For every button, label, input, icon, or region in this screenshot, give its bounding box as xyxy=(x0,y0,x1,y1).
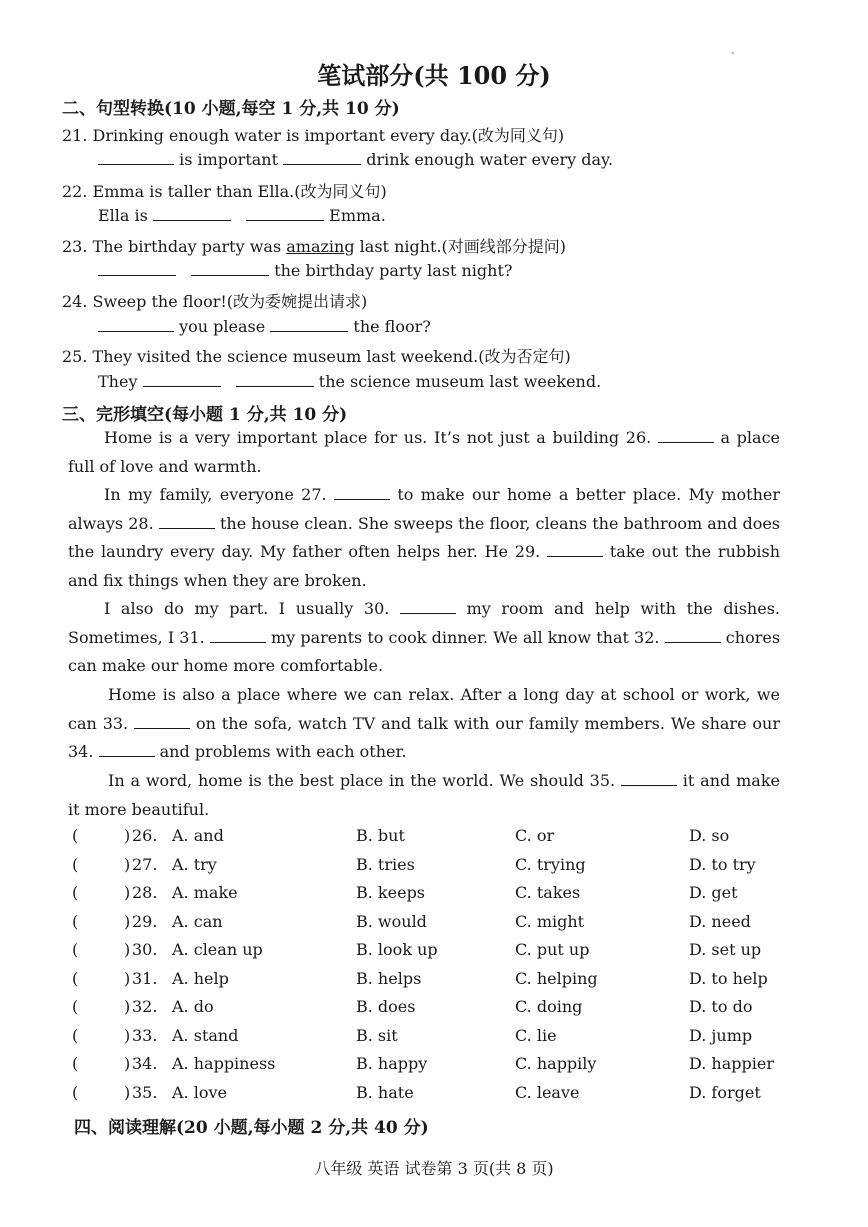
option-c[interactable]: C. might xyxy=(515,912,585,931)
option-c[interactable]: C. takes xyxy=(515,883,581,902)
cloze-paragraph-2 xyxy=(68,481,780,596)
option-c[interactable]: C. lie xyxy=(515,1026,557,1045)
answer-blank[interactable] xyxy=(236,372,314,387)
answer-paren-open[interactable]: ( xyxy=(72,997,79,1016)
answer-blank[interactable] xyxy=(246,206,324,221)
page-title: 笔试部分(共 100 分) xyxy=(317,61,551,90)
options-table xyxy=(0,826,868,1116)
blank-34[interactable] xyxy=(99,744,155,757)
question-number: 26. xyxy=(132,826,158,845)
scan-speck xyxy=(732,52,734,54)
option-c[interactable]: C. doing xyxy=(515,997,583,1016)
blank-29[interactable] xyxy=(547,544,603,557)
cloze-paragraph-4 xyxy=(68,681,780,767)
question-22-answer xyxy=(98,206,386,225)
blank-26[interactable] xyxy=(658,430,714,443)
question-text: Emma is taller than Ella.(改为同义句) xyxy=(92,182,387,201)
option-d[interactable]: D. to help xyxy=(689,969,768,988)
answer-paren-open[interactable]: ( xyxy=(72,1054,79,1073)
option-d[interactable]: D. jump xyxy=(689,1026,753,1045)
option-d[interactable]: D. set up xyxy=(689,940,762,959)
question-24-prompt xyxy=(62,289,367,312)
question-25-prompt xyxy=(62,344,571,367)
blank-30[interactable] xyxy=(400,601,456,614)
paragraph-text: In a word, home is the best place in the world. We should 35. xyxy=(108,771,616,790)
paragraph-text: take out the rubbish and fix things when they are broken. xyxy=(68,542,781,591)
option-b[interactable]: B. hate xyxy=(356,1083,414,1102)
answer-paren-close: ) xyxy=(124,826,131,845)
question-text: Sweep the floor!(改为委婉提出请求) xyxy=(92,292,368,311)
question-number: 22. xyxy=(62,182,88,201)
option-d[interactable]: D. get xyxy=(689,883,738,902)
paragraph-text: chores can make our home more comfortable. xyxy=(68,627,781,676)
question-23-prompt xyxy=(62,234,566,257)
option-c[interactable]: C. or xyxy=(515,826,555,845)
underlined-word: amazing xyxy=(286,237,355,256)
answer-paren-open[interactable]: ( xyxy=(72,1083,79,1102)
answer-text: the science museum last weekend. xyxy=(318,372,602,391)
section-heading-2: 二、句型转换(10 小题,每空 1 分,共 10 分) xyxy=(62,99,400,119)
question-number: 31. xyxy=(132,969,158,988)
option-c[interactable]: C. leave xyxy=(515,1083,580,1102)
answer-text: Emma. xyxy=(329,206,386,225)
answer-paren-close: ) xyxy=(124,855,131,874)
option-d[interactable]: D. to try xyxy=(689,855,756,874)
answer-paren-close: ) xyxy=(124,969,131,988)
question-text: They visited the science museum last weekend.(改为否定句) xyxy=(92,347,571,366)
answer-paren-close: ) xyxy=(124,997,131,1016)
paragraph-text: my parents to cook dinner. We all know that 32. xyxy=(271,627,660,647)
option-b[interactable]: B. happy xyxy=(356,1054,428,1073)
paragraph-text: I also do my part. I usually 30. xyxy=(104,599,390,618)
paragraph-text: Home is also a place where we can relax. After a long day at school or work, we can 33. xyxy=(68,685,780,733)
blank-35[interactable] xyxy=(621,773,677,786)
question-number: 35. xyxy=(132,1083,158,1102)
answer-paren-close: ) xyxy=(124,1083,131,1102)
paragraph-text: the house clean. She sweeps the floor, cleans the bathroom and does the laundry every day. My father often helps her. He 29. xyxy=(68,513,781,562)
option-c[interactable]: C. put up xyxy=(515,940,590,959)
paragraph-text: Home is a very important place for us. It’s not just a building 26. xyxy=(104,428,652,447)
question-number: 33. xyxy=(132,1026,158,1045)
option-a[interactable]: A. do xyxy=(172,997,214,1016)
question-24-answer xyxy=(98,317,431,336)
answer-text: the birthday party last night? xyxy=(274,261,513,280)
option-d[interactable]: D. need xyxy=(689,912,751,931)
answer-text: the floor? xyxy=(353,317,431,336)
question-number: 25. xyxy=(62,347,88,366)
blank-31[interactable] xyxy=(210,630,266,643)
option-a[interactable]: A. try xyxy=(172,855,217,874)
paragraph-text: In my family, everyone 27. xyxy=(104,485,327,504)
paragraph-text: and problems with each other. xyxy=(159,742,407,762)
option-a[interactable]: A. can xyxy=(172,912,223,931)
question-number: 29. xyxy=(132,912,158,931)
answer-text: drink enough water every day. xyxy=(366,150,614,169)
answer-paren-close: ) xyxy=(124,883,131,902)
answer-text: is important xyxy=(179,150,279,169)
answer-paren-open[interactable]: ( xyxy=(72,969,79,988)
cloze-paragraph-3 xyxy=(68,595,780,681)
option-a[interactable]: A. clean up xyxy=(172,940,263,959)
option-b[interactable]: B. sit xyxy=(356,1026,398,1045)
section-heading-3: 三、完形填空(每小题 1 分,共 10 分) xyxy=(62,405,348,425)
question-text: last night.(对画线部分提问) xyxy=(354,237,567,256)
paragraph-text: on the sofa, watch TV and talk with our family members. We share our 34. xyxy=(68,713,781,762)
option-a[interactable]: A. stand xyxy=(172,1026,239,1045)
answer-paren-close: ) xyxy=(124,1054,131,1073)
answer-paren-open[interactable]: ( xyxy=(72,855,79,874)
blank-32[interactable] xyxy=(665,630,721,643)
answer-blank[interactable] xyxy=(270,317,348,332)
question-25-answer xyxy=(98,372,601,391)
blank-27[interactable] xyxy=(334,487,390,500)
option-c[interactable]: C. happily xyxy=(515,1054,597,1073)
paragraph-text: it and make it more beautiful. xyxy=(68,771,780,819)
answer-paren-open[interactable]: ( xyxy=(72,1026,79,1045)
section-heading-4: 四、阅读理解(20 小题,每小题 2 分,共 40 分) xyxy=(74,1118,429,1138)
question-text: Drinking enough water is important every day.(改为同义句) xyxy=(92,126,565,145)
option-b[interactable]: B. keeps xyxy=(356,883,426,902)
answer-blank[interactable] xyxy=(98,261,176,276)
cloze-paragraph-5 xyxy=(68,767,780,824)
option-d[interactable]: D. happier xyxy=(689,1054,774,1073)
option-d[interactable]: D. so xyxy=(689,826,730,845)
question-text: The birthday party was xyxy=(92,237,287,256)
answer-blank[interactable] xyxy=(153,206,231,221)
option-d[interactable]: D. forget xyxy=(689,1083,761,1102)
question-number: 27. xyxy=(132,855,158,874)
answer-blank[interactable] xyxy=(98,317,174,332)
option-d[interactable]: D. to do xyxy=(689,997,753,1016)
page-footer: 八年级 英语 试卷第 3 页(共 8 页) xyxy=(314,1159,554,1178)
paragraph-text: to make our home a better place. My mother always 28. xyxy=(68,485,781,533)
question-22-prompt xyxy=(62,179,387,202)
option-b[interactable]: B. does xyxy=(356,997,416,1016)
option-a[interactable]: A. love xyxy=(172,1083,227,1102)
option-c[interactable]: C. helping xyxy=(515,969,598,988)
question-number: 28. xyxy=(132,883,158,902)
answer-paren-open[interactable]: ( xyxy=(72,883,79,902)
option-a[interactable]: A. happiness xyxy=(172,1054,276,1073)
cloze-paragraph-1 xyxy=(68,424,780,481)
paragraph-text: my room and help with the dishes. Sometimes, I 31. xyxy=(68,599,780,647)
answer-text: They xyxy=(98,372,138,391)
question-number: 23. xyxy=(62,237,88,256)
option-b[interactable]: B. look up xyxy=(356,940,438,959)
question-21-prompt xyxy=(62,123,564,146)
option-c[interactable]: C. trying xyxy=(515,855,586,874)
question-number: 32. xyxy=(132,997,158,1016)
answer-paren-close: ) xyxy=(124,940,131,959)
answer-paren-close: ) xyxy=(124,1026,131,1045)
question-23-answer xyxy=(98,261,512,280)
blank-33[interactable] xyxy=(134,716,190,729)
answer-paren-close: ) xyxy=(124,912,131,931)
question-number: 30. xyxy=(132,940,158,959)
option-b[interactable]: B. tries xyxy=(356,855,415,874)
answer-paren-open[interactable]: ( xyxy=(72,912,79,931)
answer-blank[interactable] xyxy=(283,150,361,165)
answer-text: you please xyxy=(179,317,266,336)
answer-blank[interactable] xyxy=(191,261,269,276)
option-a[interactable]: A. and xyxy=(172,826,224,845)
answer-paren-open[interactable]: ( xyxy=(72,940,79,959)
option-b[interactable]: B. helps xyxy=(356,969,422,988)
option-b[interactable]: B. but xyxy=(356,826,405,845)
option-b[interactable]: B. would xyxy=(356,912,427,931)
question-number: 21. xyxy=(62,126,88,145)
paragraph-text: a place full of love and warmth. xyxy=(68,428,781,476)
question-number: 24. xyxy=(62,292,88,311)
option-a[interactable]: A. help xyxy=(172,969,229,988)
option-a[interactable]: A. make xyxy=(172,883,238,902)
answer-blank[interactable] xyxy=(143,372,221,387)
blank-28[interactable] xyxy=(159,516,215,529)
question-21-answer xyxy=(98,150,613,169)
answer-paren-open[interactable]: ( xyxy=(72,826,79,845)
answer-text: Ella is xyxy=(98,206,148,225)
answer-blank[interactable] xyxy=(98,150,174,165)
question-number: 34. xyxy=(132,1054,158,1073)
